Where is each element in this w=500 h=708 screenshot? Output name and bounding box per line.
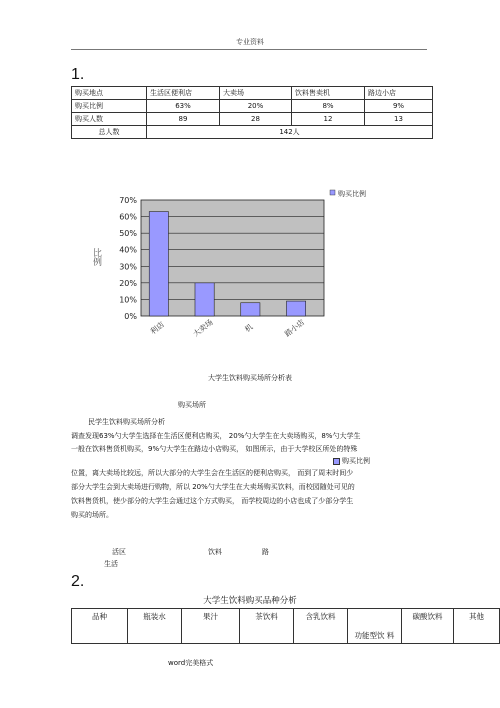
fragment-text: 活区: [112, 548, 126, 556]
chart-caption: 大学生饮料购买场所分析表: [208, 374, 292, 382]
bar: [286, 301, 305, 316]
x-tick-label: 大卖场: [191, 317, 215, 339]
table-cell: 购买地点: [72, 87, 147, 100]
analysis-heading: 民学生饮料购买场所分析: [88, 418, 165, 426]
table-cell: 13: [365, 113, 433, 126]
table-cell: 89: [147, 113, 220, 126]
table-cell: 142人: [147, 126, 433, 139]
bar: [195, 283, 214, 316]
bar: [149, 212, 168, 316]
header-divider: [71, 49, 427, 50]
drink-type-table: [71, 608, 500, 644]
table-cell: 购买人数: [72, 113, 147, 126]
table2-title: 大学生饮料购买品种分析: [203, 596, 297, 606]
table-row: [72, 100, 433, 113]
y-tick-label: 30%: [119, 262, 137, 272]
table-header-row: [72, 609, 500, 644]
table-cell: 品种: [72, 609, 128, 644]
table-cell: 饮料售卖机: [292, 87, 365, 100]
legend-label: 购买比例: [338, 190, 366, 198]
table-cell: 20%: [220, 100, 292, 113]
section-2-number: 2.: [71, 573, 85, 590]
x-tick-label: 路小店: [282, 317, 307, 339]
table-cell: 茶饮料: [240, 609, 294, 644]
page-footer: word完美格式: [168, 659, 214, 667]
table-row: [72, 126, 433, 139]
y-tick-label: 40%: [119, 245, 137, 255]
section-1-number: 1.: [71, 66, 85, 83]
table-cell: 生活区便利店: [147, 87, 220, 100]
table-cell: 大卖场: [220, 87, 292, 100]
fragment-text: 饮料: [208, 548, 222, 556]
y-tick-labels: [119, 196, 137, 321]
table-cell: 9%: [365, 100, 433, 113]
y-tick-label: 60%: [119, 212, 137, 222]
analysis-line: 调查发现63%勺大学生选择在生活区便利店购买， 20%勺大学生在大卖场购买，8%勺大学生: [71, 432, 361, 440]
chart-x-title: 购买场所: [178, 401, 206, 409]
y-tick-label: 50%: [119, 229, 137, 239]
fragment-text: 生活: [104, 560, 118, 568]
fragment-text: 路: [262, 548, 269, 556]
y-tick-label: 0%: [124, 312, 137, 321]
table-cell: 总人数: [72, 126, 147, 139]
y-tick-label: 70%: [119, 196, 137, 205]
y-tick-label: 10%: [119, 295, 137, 305]
analysis-line: 饮料售货机，使少部分的大学生会通过这个方式购买， 而学校周边的小店也成了少部分学生: [71, 497, 354, 505]
table-cell: 28: [220, 113, 292, 126]
analysis-line: 购买的场所。: [71, 511, 113, 519]
legend-overlay: [333, 456, 370, 466]
purchase-location-table: [71, 86, 433, 139]
bar: [241, 303, 260, 316]
x-tick-label: 机: [243, 322, 255, 334]
table-cell: 12: [292, 113, 365, 126]
y-axis-label: 比例: [91, 248, 101, 266]
legend-swatch: [330, 190, 335, 195]
table-row: [72, 113, 433, 126]
analysis-line: 一般在饮料售货机购买，9%勺大学生在路边小店购买， 如图所示，由于大学校区所处的特殊: [71, 445, 358, 453]
table-cell: 瓶装水: [128, 609, 182, 644]
table-cell: 其他: [454, 609, 500, 644]
page-header: 专业资料: [236, 38, 264, 46]
table-cell: 路边小店: [365, 87, 433, 100]
table-cell: 含乳饮料: [294, 609, 348, 644]
purchase-ratio-chart: [88, 188, 388, 358]
x-tick-label: 利店: [148, 319, 166, 337]
analysis-line: 部分大学生会到大卖场进行购物，所以 20%勺大学生在大卖场购买饮料，而校园随处可见的: [71, 483, 355, 491]
table-header-row: [72, 87, 433, 100]
table-cell: 碳酸饮料: [402, 609, 454, 644]
y-tick-label: 20%: [119, 278, 137, 288]
table-cell: 8%: [292, 100, 365, 113]
legend-overlay-label: 购买比例: [342, 457, 370, 465]
table-cell: 果汁: [182, 609, 240, 644]
table-cell: 功能型饮 料: [348, 609, 402, 644]
table-cell: 63%: [147, 100, 220, 113]
x-tick-labels: [148, 316, 307, 338]
legend-overlay-swatch: [333, 458, 340, 465]
table-cell: 购买比例: [72, 100, 147, 113]
analysis-line: 位置，离大卖场比较远，所以大部分的大学生会在生活区的便利店购买， 而到了周末时间少: [71, 469, 354, 477]
